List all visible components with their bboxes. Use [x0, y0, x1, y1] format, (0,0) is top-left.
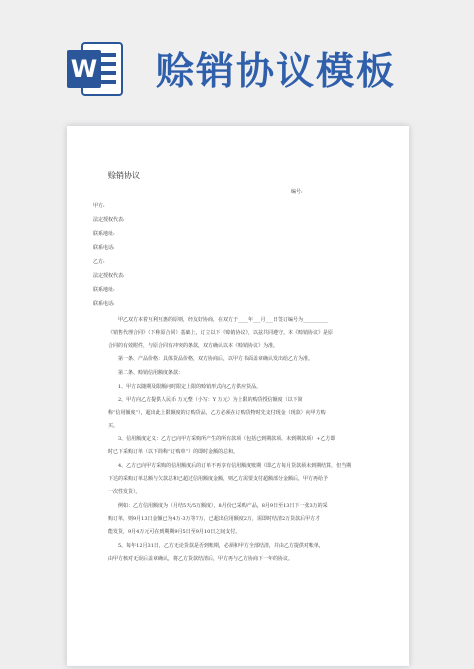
paragraph-line: 合同的有效附件，与原合同有冲突的条款，双方确认以本《赊销协议》为准。: [108, 343, 279, 349]
party-a-label: 甲方:: [93, 203, 105, 209]
document-title: 赊销协议: [108, 171, 140, 180]
paragraph-line: 购订单，则9月13日金额已为4万-3万等7万，已超出信用额度2万，需即时结清2万货款后甲方才: [108, 516, 321, 522]
paragraph-line: 下达的采购订单总额与欠款总和已超过信用额度金额，则乙方需要支付超额部分金额后，甲方再给予: [108, 476, 329, 482]
paragraph-line: 称“信用额度”），超出此上限额度的订购货品，乙方必须在订购货物时先支付现金（现款）向甲方购: [108, 410, 326, 416]
paragraph-line: 第一条、产品价格：具体货品价格，双方协商后，以甲方书面盖章确认发出给乙方为准。: [118, 356, 314, 362]
party-b-label: 乙方:: [93, 259, 105, 265]
template-banner: [0, 0, 474, 120]
party-a-address-label: 联系地址:: [93, 231, 115, 237]
paragraph-line: 例如：乙方信用额度为（月结5天/5万额度），8月份已采购产品，8月9日至13日下一张3万的采: [118, 503, 328, 509]
paragraph-line: 5、每年12月31日，乙方无论货款是否到账期，必须和甲方全部结清，并由乙方提供对帐单，: [118, 543, 324, 549]
paragraph-line: 1、甲方以随期及限额问时限定上限的赊销形式向乙方供应货品。: [118, 384, 262, 390]
paragraph-line: 《销售代理合同》（下称原合同）基础上，订立以下《赊销协议》，以兹共同遵守。本《赊销协议》是原: [108, 330, 334, 336]
document-number-label: 编号:: [291, 189, 303, 195]
paragraph-line: 买。: [108, 423, 119, 429]
paragraph-line: 一次性发货）。: [108, 489, 141, 495]
paragraph-line: 2、甲方向乙方提供人民币 万元整（小写：Y 万元）为上限的购货授信额度（以下简: [118, 397, 303, 403]
paragraph-line: 3、信用额度定义：乙方已向甲方采购所产生的所有款项（包括已到期款项、未到期款项）+乙方即: [118, 436, 336, 442]
party-a-representative-label: 法定授权代表:: [93, 217, 125, 223]
paragraph-line: 能发货，9月4万元可在到期期9月5日至9月10日之间支付。: [108, 529, 241, 535]
paragraph-line: 第二条、赊销信用额度条款：: [118, 370, 184, 376]
paragraph-line: 甲乙双方本着互利互惠的原则，经友好协商，在双方于____年___月___日签订编号为__________: [118, 317, 329, 323]
paragraph-line: 4、乙方已向甲方采购的信用额度后的订单不再享有信用额度账期（即乙方每月货款须未到期结算，但当期: [118, 463, 352, 469]
paragraph-line: 时已下采购订单（以下简称“订购单”）的即时金额的总和。: [108, 449, 239, 455]
template-title: 赊销协议模板: [156, 49, 397, 93]
party-b-phone-label: 联系电话:: [93, 301, 115, 307]
party-a-phone-label: 联系电话:: [93, 245, 115, 251]
party-b-address-label: 联系地址:: [93, 287, 115, 293]
party-b-representative-label: 法定授权代表:: [93, 273, 125, 279]
svg-text:W: W: [70, 55, 98, 83]
word-document-icon: [66, 40, 124, 98]
paragraph-line: 由甲方核对无误后盖章确认，将乙方货款结清后，甲方再与乙方协商下一年的协议。: [108, 556, 294, 562]
document-page: [67, 126, 409, 666]
